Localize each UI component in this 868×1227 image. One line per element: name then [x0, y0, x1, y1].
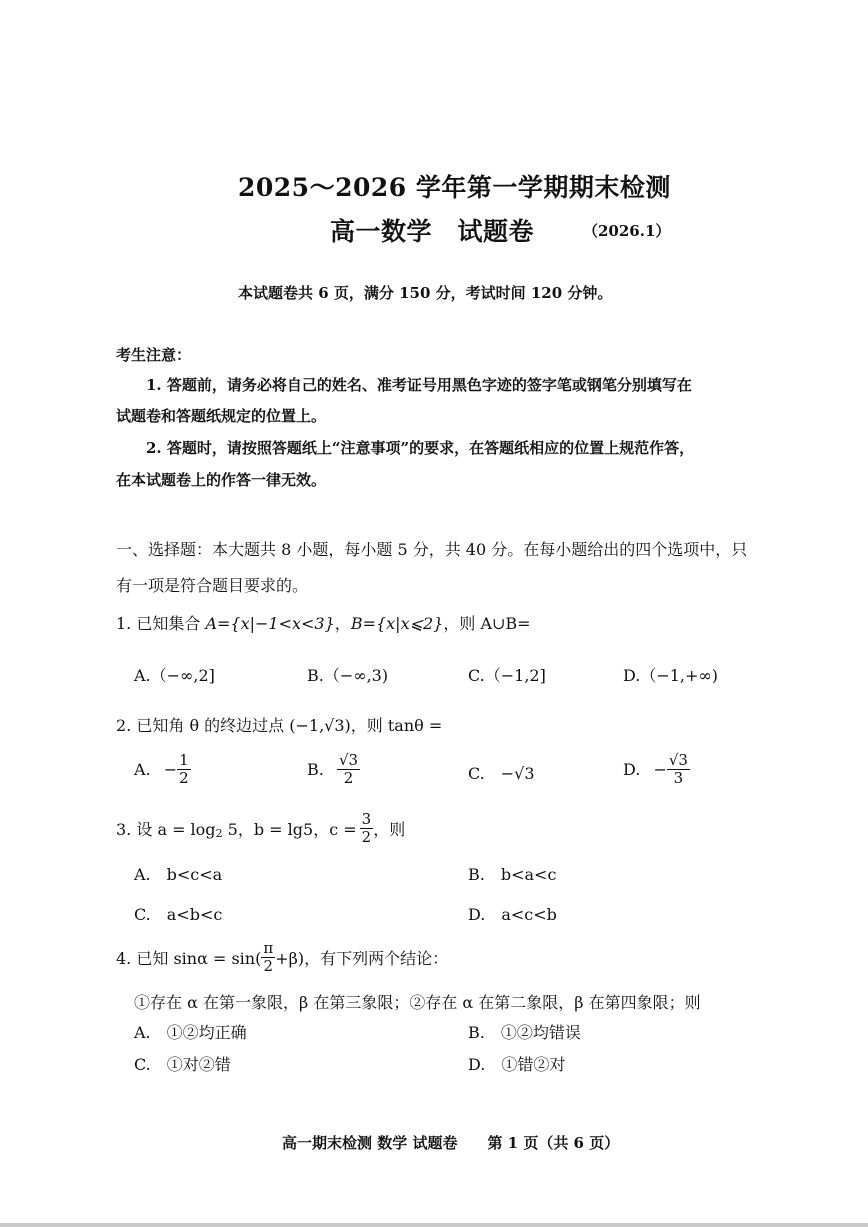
q1-option-a[interactable]: A.（−∞,2]	[134, 666, 215, 685]
section1-line2: 有一项是符合题目要求的。	[116, 576, 309, 595]
q3-option-a[interactable]: A. b<c<a	[134, 865, 223, 884]
q2-option-b-fraction	[337, 752, 360, 787]
q2-option-d[interactable]	[623, 752, 690, 787]
q1-stem-prefix: 1. 已知集合	[116, 614, 206, 633]
section1-line1: 一、选择题：本大题共 8 小题，每小题 5 分，共 40 分。在每小题给出的四个选项中，只	[116, 540, 748, 559]
q2-option-b[interactable]	[307, 752, 360, 787]
notice-item2-line2: 在本试题卷上的作答一律无效。	[116, 471, 327, 489]
q2-option-a-sign: −	[163, 760, 178, 779]
q3-stem	[116, 811, 405, 846]
q1-set-a: A={x|−1<x<3}	[205, 614, 335, 633]
q3-stem-prefix: 3. 设 a = log	[116, 820, 216, 839]
exam-date: （2026.1）	[583, 222, 671, 240]
notice-heading: 考生注意：	[116, 346, 192, 364]
q4-stem	[116, 940, 448, 975]
exam-info: 本试题卷共 6 页，满分 150 分，考试时间 120 分钟。	[238, 284, 613, 302]
q1-option-b[interactable]: B.（−∞,3)	[307, 666, 389, 685]
q4-pi-denominator: 2	[263, 957, 274, 975]
notice-item1-line2: 试题卷和答题纸规定的位置上。	[116, 407, 327, 425]
exam-title-line2: 高一数学 试题卷	[330, 217, 535, 246]
scan-edge	[0, 1223, 868, 1227]
q2-option-c[interactable]: C. −√3	[468, 764, 535, 783]
q3-option-c[interactable]: C. a<b<c	[134, 905, 223, 924]
page-footer: 高一期末检测 数学 试题卷 第 1 页（共 6 页）	[282, 1134, 620, 1152]
q1-option-d[interactable]: D.（−1,+∞)	[623, 666, 718, 685]
q4-pi-fraction	[261, 940, 275, 975]
q1-option-c[interactable]: C.（−1,2]	[468, 666, 546, 685]
q3-c-denominator: 2	[361, 828, 372, 846]
q2-option-a[interactable]	[134, 752, 191, 787]
q2-option-a-fraction	[177, 752, 191, 787]
q1-set-b: B={x|x⩽2}	[350, 614, 444, 633]
q4-pi-numerator: π	[263, 939, 274, 957]
q4-stem-suffix: +β)，有下列两个结论：	[275, 949, 449, 968]
q3-option-d[interactable]: D. a<c<b	[468, 905, 557, 924]
q2-option-b-denominator: 2	[343, 769, 354, 787]
q3-stem-mid: 5，b = lg5，c =	[222, 820, 357, 839]
q2-option-a-denominator: 2	[179, 769, 189, 787]
q4-option-c[interactable]: C. ①对②错	[134, 1055, 231, 1074]
q2-option-a-numerator: 1	[179, 751, 189, 769]
notice-item1-line1: 1. 答题前，请务必将自己的姓名、准考证号用黑色字迹的签字笔或钢笔分别填写在	[146, 376, 692, 394]
q4-option-d[interactable]: D. ①错②对	[468, 1055, 566, 1074]
q4-option-a[interactable]: A. ①②均正确	[134, 1023, 247, 1042]
q3-log-base: 2	[215, 827, 223, 841]
q4-stem-prefix: 4. 已知 sinα = sin(	[116, 949, 262, 968]
q3-c-fraction	[360, 811, 374, 846]
q2-option-d-denominator: 3	[673, 769, 684, 787]
q1-stem	[116, 611, 531, 634]
q3-c-numerator: 3	[361, 810, 372, 828]
q3-stem-suffix: ，则	[373, 820, 406, 839]
q2-option-d-label: D.	[623, 760, 641, 779]
q1-separator: ，	[334, 614, 351, 633]
q2-option-d-numerator: √3	[668, 751, 688, 769]
q2-stem: 2. 已知角 θ 的终边过点 (−1,√3)，则 tanθ =	[116, 716, 443, 735]
notice-item2-line1: 2. 答题时，请按照答题纸上“注意事项”的要求，在答题纸相应的位置上规范作答，	[146, 439, 695, 457]
exam-title-line1: 2025～2026 学年第一学期期末检测	[238, 173, 671, 202]
q2-option-a-label: A.	[134, 760, 151, 779]
q2-option-d-fraction	[667, 752, 690, 787]
q2-option-b-label: B.	[307, 760, 324, 779]
q3-option-b[interactable]: B. b<a<c	[468, 865, 557, 884]
q4-option-b[interactable]: B. ①②均错误	[468, 1023, 581, 1042]
q1-stem-suffix: ，则 A∪B=	[443, 614, 531, 633]
q2-option-d-sign: −	[653, 760, 667, 779]
q2-option-b-numerator: √3	[338, 751, 359, 769]
q4-statement: ①存在 α 在第一象限，β 在第三象限；②存在 α 在第二象限，β 在第四象限；则	[134, 993, 701, 1012]
